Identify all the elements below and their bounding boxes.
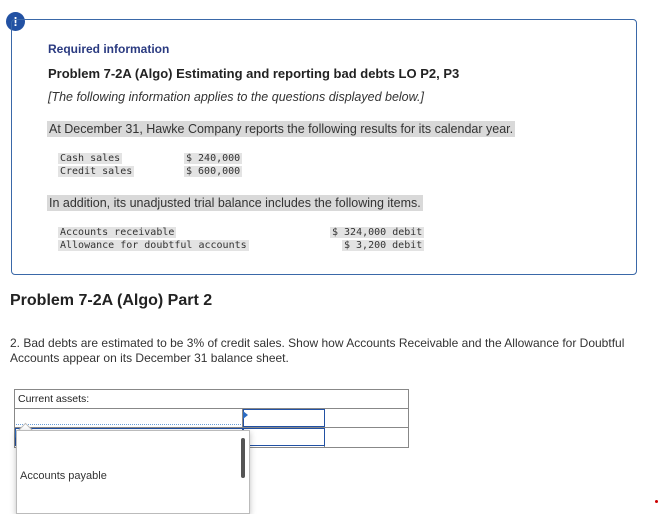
dropdown-option[interactable]: Accounts payable bbox=[20, 470, 107, 482]
balance-value: $ 324,000 debit bbox=[332, 227, 423, 238]
required-information-title: Required information bbox=[48, 42, 170, 56]
trial-balance-sentence: In addition, its unadjusted trial balance includes the following items. bbox=[49, 196, 421, 210]
amount-input[interactable] bbox=[243, 409, 325, 427]
account-select[interactable] bbox=[16, 409, 241, 425]
balance-value: $ 3,200 debit bbox=[344, 240, 423, 251]
sales-row bbox=[58, 166, 134, 177]
status-dot bbox=[655, 500, 658, 503]
sales-value: $ 240,000 bbox=[186, 153, 241, 164]
question-text: 2. Bad debts are estimated to be 3% of credit sales. Show how Accounts Receivable and the Allowance for Doubtful Accounts appear on its December 31 balance sheet. bbox=[10, 336, 625, 365]
sales-value: $ 600,000 bbox=[186, 166, 241, 177]
results-sentence: At December 31, Hawke Company reports the following results for its calendar year. bbox=[49, 122, 514, 136]
amount-input[interactable] bbox=[243, 428, 325, 446]
sales-label: Cash sales bbox=[60, 153, 121, 164]
sales-row bbox=[58, 153, 122, 164]
input-marker-icon bbox=[243, 411, 248, 419]
current-assets-label: Current assets: bbox=[18, 393, 90, 405]
dropdown-scrollbar[interactable] bbox=[241, 438, 245, 478]
required-information-panel bbox=[11, 19, 637, 275]
balance-label: Allowance for doubtful accounts bbox=[60, 240, 247, 251]
part-title: Problem 7-2A (Algo) Part 2 bbox=[10, 292, 213, 309]
info-note: [The following information applies to the questions displayed below.] bbox=[48, 90, 424, 104]
balance-label: Accounts receivable bbox=[60, 227, 175, 238]
alert-icon: ! bbox=[6, 12, 25, 31]
problem-title: Problem 7-2A (Algo) Estimating and reporting bad debts LO P2, P3 bbox=[48, 66, 460, 81]
sales-label: Credit sales bbox=[60, 166, 133, 177]
